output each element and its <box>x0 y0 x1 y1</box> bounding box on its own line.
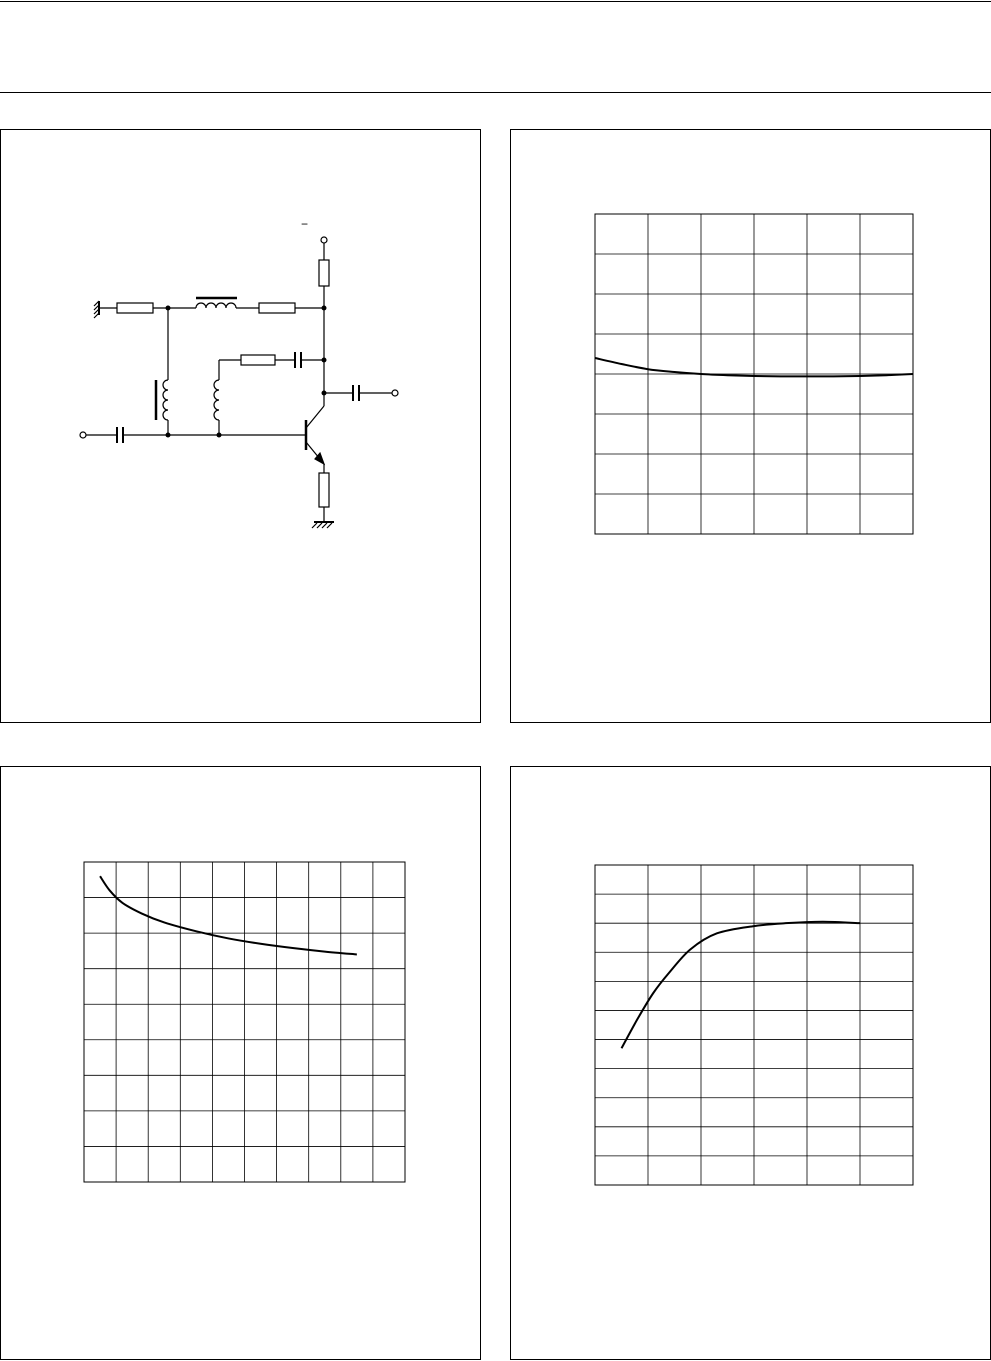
chart-panel-2 <box>0 766 481 1360</box>
input-terminal <box>80 432 86 438</box>
chart-2 <box>1 767 482 1361</box>
resistor-collector-top <box>319 260 329 286</box>
header-bottom-rule <box>0 92 991 93</box>
resistor-top-right <box>259 303 295 313</box>
header-top-rule <box>0 1 991 2</box>
circuit-diagram <box>1 130 482 724</box>
resistor-feedback <box>241 355 275 365</box>
inductor-left-vertical <box>163 380 168 420</box>
supply-label: − <box>301 217 309 231</box>
chart-panel-1 <box>510 129 991 723</box>
inductor-feedback <box>214 380 219 420</box>
series-line <box>622 922 861 1049</box>
chart-1 <box>511 130 991 724</box>
series-line <box>100 876 357 954</box>
chart-3 <box>511 767 991 1361</box>
output-terminal <box>392 390 398 396</box>
resistor-emitter <box>319 473 329 507</box>
resistor-top-left <box>117 303 153 313</box>
inductor-top <box>196 303 236 308</box>
circuit-panel <box>0 129 481 723</box>
chart-panel-3 <box>510 766 991 1360</box>
supply-terminal <box>321 237 327 243</box>
